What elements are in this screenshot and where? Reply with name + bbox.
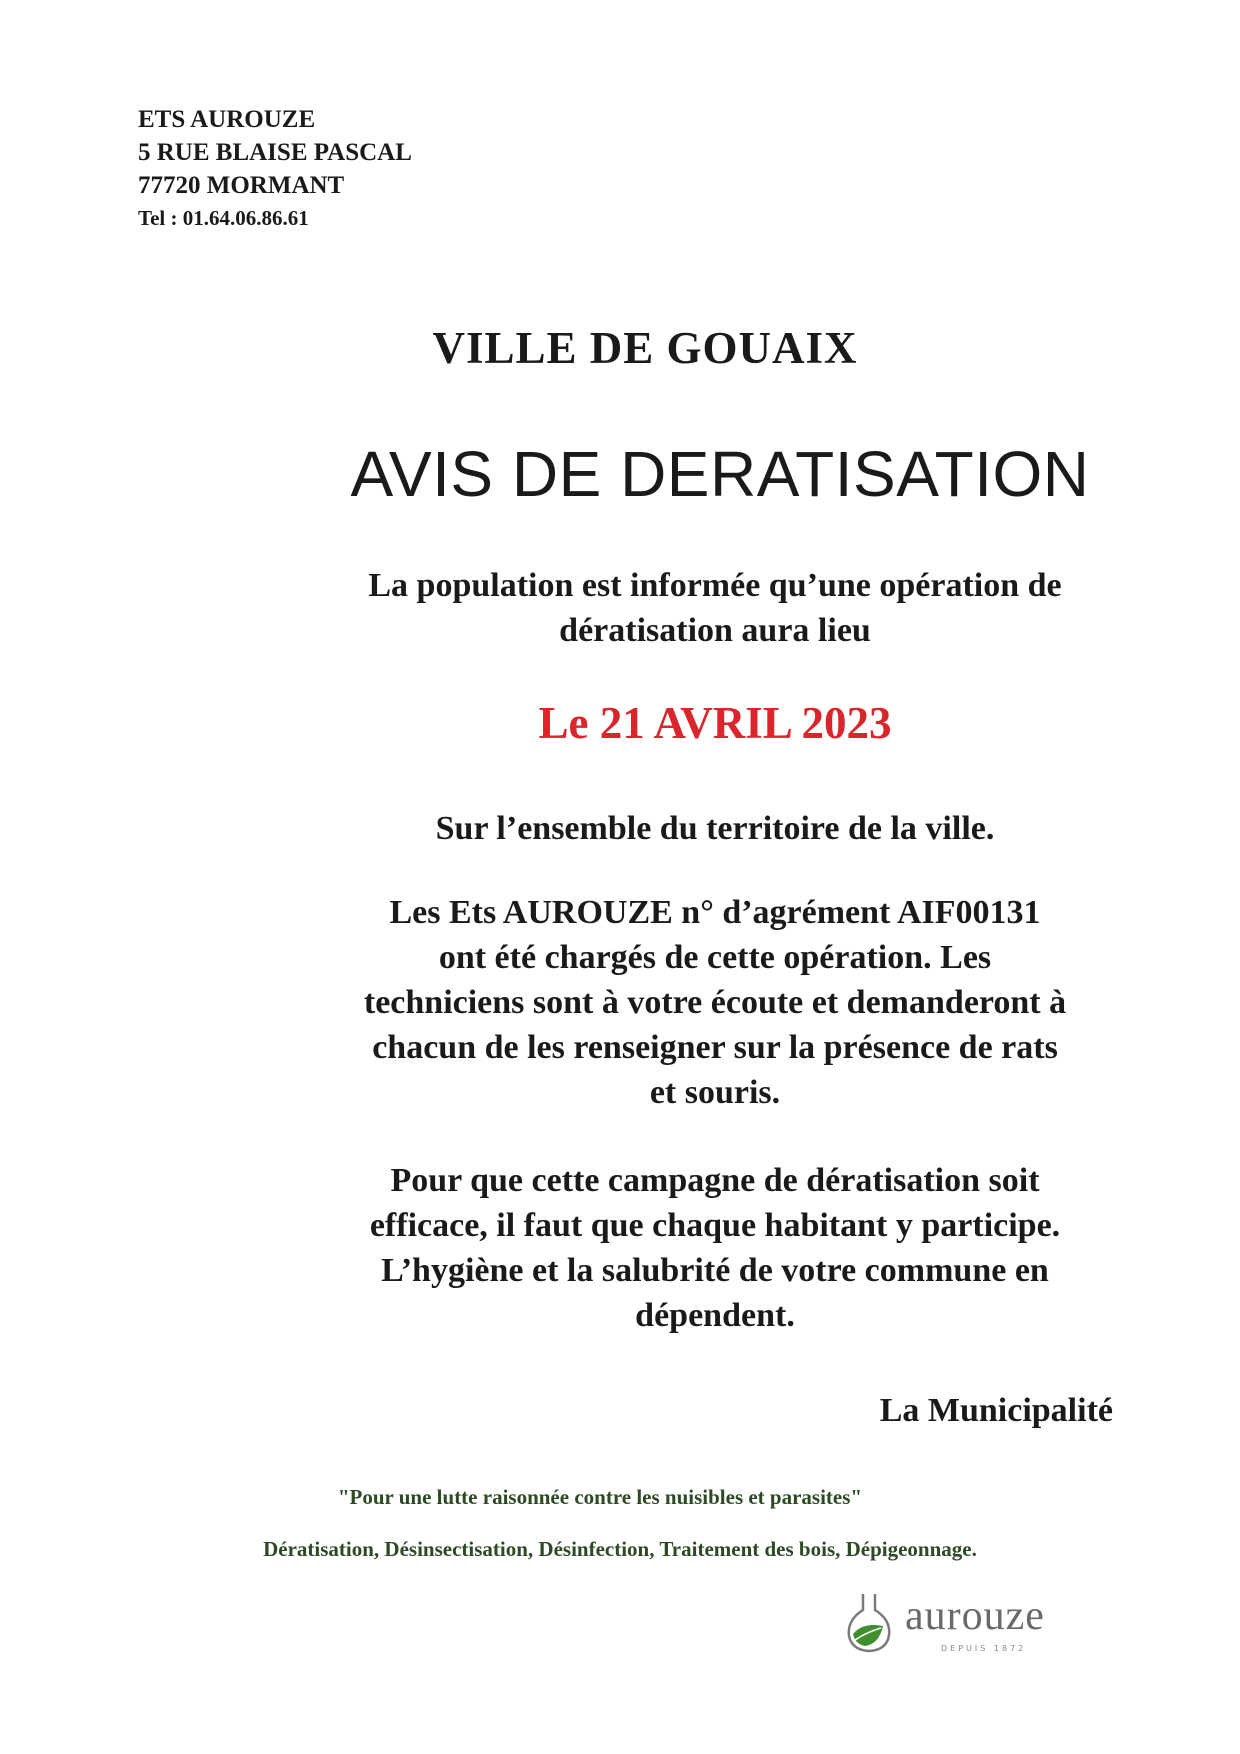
sender-tel: Tel : 01.64.06.86.61 [138, 206, 309, 230]
sender-street: 5 RUE BLAISE PASCAL [138, 139, 412, 166]
company-line: ont été chargés de cette opération. Les [438, 939, 992, 976]
intro-line: La population est informée qu’une opération de [368, 567, 1062, 604]
footer-slogan: "Pour une lutte raisonnée contre les nuisibles et parasites" [337, 1485, 863, 1509]
intro-line: dératisation aura lieu [559, 612, 871, 649]
notice-title: AVIS DE DERATISATION [350, 438, 1090, 510]
intro-paragraph [290, 563, 1140, 653]
aurouze-logo [843, 1588, 1073, 1658]
sender-city: 77720 MORMANT [138, 172, 345, 199]
company-paragraph [290, 890, 1140, 1115]
company-line: techniciens sont à votre écoute et demanderont à [363, 984, 1067, 1021]
logo-wordmark: aurouze [905, 1593, 1045, 1639]
appeal-line: Pour que cette campagne de dératisation soit [390, 1162, 1040, 1199]
operation-date: Le 21 AVRIL 2023 [538, 698, 892, 748]
company-line: chacun de les renseigner sur la présence de rats [372, 1029, 1058, 1066]
sender-name: ETS AUROUZE [138, 106, 316, 133]
signature: La Municipalité [879, 1392, 1113, 1429]
footer-services: Dératisation, Désinsectisation, Désinfection, Traitement des bois, Dépigeonnage. [263, 1537, 977, 1561]
appeal-line: L’hygiène et la salubrité de votre commune en [381, 1252, 1049, 1289]
company-line: Les Ets AUROUZE n° d’agrément AIF00131 [389, 894, 1041, 931]
appeal-line: dépendent. [635, 1297, 795, 1334]
scope-paragraph: Sur l’ensemble du territoire de la ville. [435, 810, 995, 847]
appeal-line: efficace, il faut que chaque habitant y participe. [369, 1207, 1061, 1244]
flask-leaf-icon [843, 1588, 901, 1658]
appeal-paragraph [290, 1158, 1140, 1338]
town-title: VILLE DE GOUAIX [432, 323, 858, 373]
sender-address [138, 103, 412, 235]
company-line: et souris. [649, 1074, 781, 1111]
logo-since: DEPUIS 1872 [941, 1644, 1027, 1653]
